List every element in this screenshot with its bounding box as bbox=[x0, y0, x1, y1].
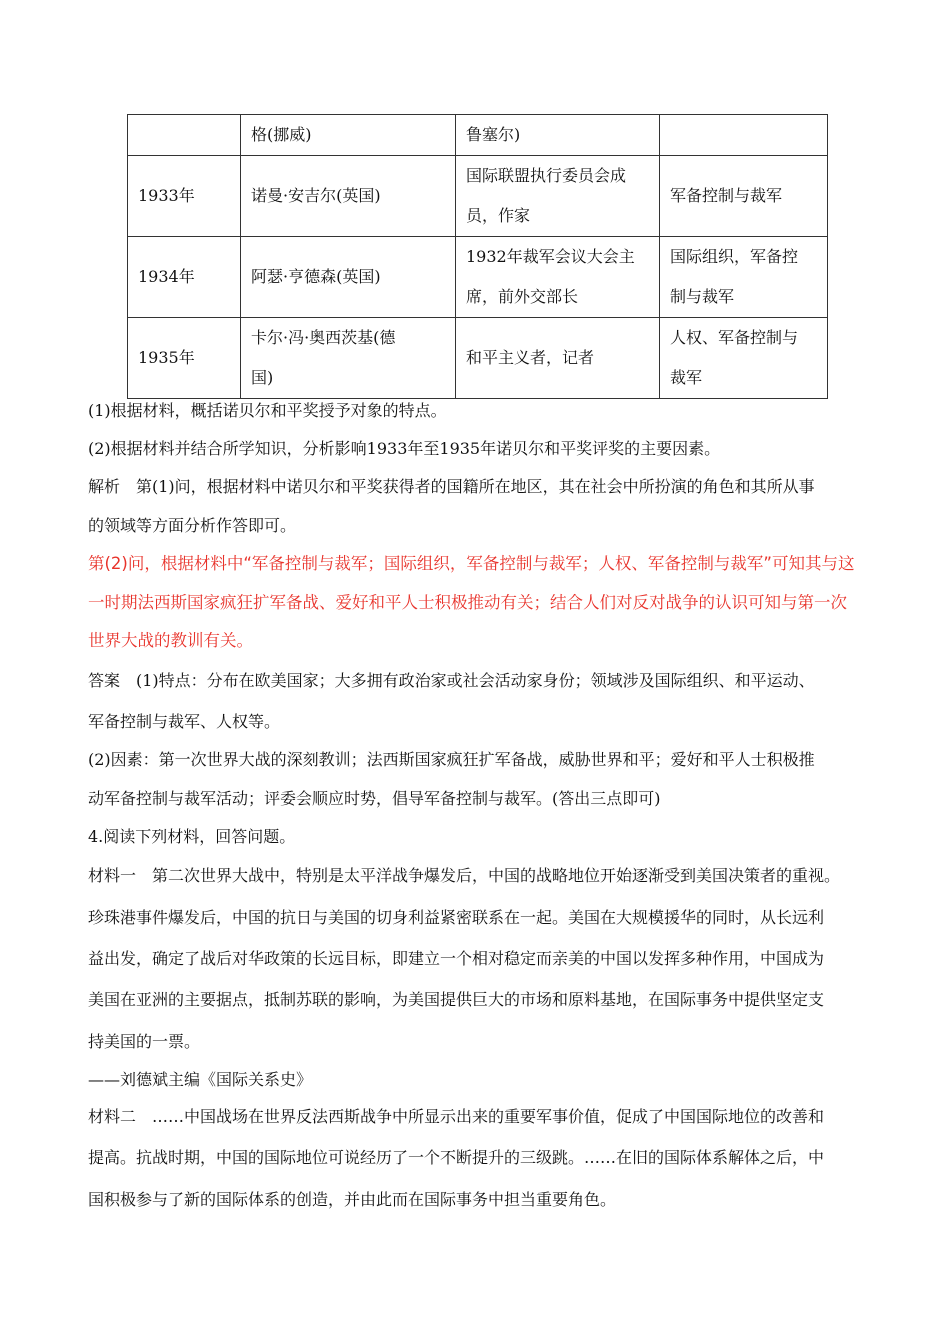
question-1: (1)根据材料，概括诺贝尔和平奖授予对象的特点。 bbox=[88, 401, 447, 420]
table-cell-field bbox=[660, 115, 828, 156]
material-1: 持美国的一票。 bbox=[88, 1032, 201, 1051]
table-cell-year: 1935年 bbox=[128, 318, 241, 399]
table-cell-role: 1932年裁军会议大会主 席，前外交部长 bbox=[456, 237, 660, 318]
material-1: 材料一 第二次世界大战中，特别是太平洋战争爆发后，中国的战略地位开始逐渐受到美国决策者的重视。 bbox=[88, 866, 841, 885]
table-cell-role: 国际联盟执行委员会成 员，作家 bbox=[456, 156, 660, 237]
material-1-source: ——刘德斌主编《国际关系史》 bbox=[88, 1070, 313, 1089]
question-2: (2)根据材料并结合所学知识，分析影响1933年至1935年诺贝尔和平奖评奖的主要因素。 bbox=[88, 439, 721, 458]
table-cell-year: 1933年 bbox=[128, 156, 241, 237]
answer-text: 军备控制与裁军、人权等。 bbox=[88, 712, 281, 731]
material-1: 珍珠港事件爆发后，中国的抗日与美国的切身利益紧密联系在一起。美国在大规模援华的同时，从长远利 bbox=[88, 908, 825, 927]
table-cell-year bbox=[128, 115, 241, 156]
analysis-highlight: 世界大战的教训有关。 bbox=[88, 631, 253, 650]
material-2: 材料二 ……中国战场在世界反法西斯战争中所显示出来的重要军事价值，促成了中国国际地位的改善和 bbox=[88, 1107, 825, 1126]
table-cell-field: 人权、军备控制与 裁军 bbox=[660, 318, 828, 399]
analysis-text: 解析 第(1)问，根据材料中诺贝尔和平奖获得者的国籍所在地区，其在社会中所扮演的角色和其所从事 bbox=[88, 477, 815, 496]
material-2: 国积极参与了新的国际体系的创造，并由此而在国际事务中担当重要角色。 bbox=[88, 1190, 617, 1209]
table-cell-name: 阿瑟·亨德森(英国) bbox=[241, 237, 456, 318]
table-cell-role: 鲁塞尔) bbox=[456, 115, 660, 156]
analysis-highlight: 第(2)问，根据材料中“军备控制与裁军；国际组织，军备控制与裁军；人权、军备控制与裁军”可知其与这 bbox=[88, 554, 855, 573]
table-cell-name: 格(挪威) bbox=[241, 115, 456, 156]
material-1: 益出发，确定了战后对华政策的长远目标，即建立一个相对稳定而亲美的中国以发挥多种作用，中国成为 bbox=[88, 949, 825, 968]
material-2: 提高。抗战时期，中国的国际地位可说经历了一个不断提升的三级跳。……在旧的国际体系解体之后，中 bbox=[88, 1148, 825, 1167]
table-cell-year: 1934年 bbox=[128, 237, 241, 318]
table-cell-field: 国际组织，军备控 制与裁军 bbox=[660, 237, 828, 318]
table-row bbox=[128, 156, 828, 237]
table-row bbox=[128, 237, 828, 318]
analysis-text: 的领域等方面分析作答即可。 bbox=[88, 516, 297, 535]
analysis-highlight: 一时期法西斯国家疯狂扩军备战、爱好和平人士积极推动有关；结合人们对反对战争的认识可知与第一次 bbox=[88, 593, 847, 612]
answer-text: (2)因素：第一次世界大战的深刻教训；法西斯国家疯狂扩军备战，威胁世界和平；爱好和平人士积极推 bbox=[88, 750, 815, 769]
table-cell-name: 卡尔·冯·奥西茨基(德 国) bbox=[241, 318, 456, 399]
table-cell-field: 军备控制与裁军 bbox=[660, 156, 828, 237]
table-row bbox=[128, 115, 828, 156]
answer-text: 答案 (1)特点：分布在欧美国家；大多拥有政治家或社会活动家身份；领域涉及国际组织、和平运动、 bbox=[88, 671, 815, 690]
nobel-prize-table bbox=[127, 114, 828, 399]
table-cell-role: 和平主义者，记者 bbox=[456, 318, 660, 399]
question-4-title: 4.阅读下列材料，回答问题。 bbox=[88, 827, 296, 846]
table-cell-name: 诺曼·安吉尔(英国) bbox=[241, 156, 456, 237]
table-row bbox=[128, 318, 828, 399]
answer-text: 动军备控制与裁军活动；评委会顺应时势，倡导军备控制与裁军。(答出三点即可) bbox=[88, 789, 661, 808]
material-1: 美国在亚洲的主要据点，抵制苏联的影响，为美国提供巨大的市场和原料基地，在国际事务中提供坚定支 bbox=[88, 990, 825, 1009]
